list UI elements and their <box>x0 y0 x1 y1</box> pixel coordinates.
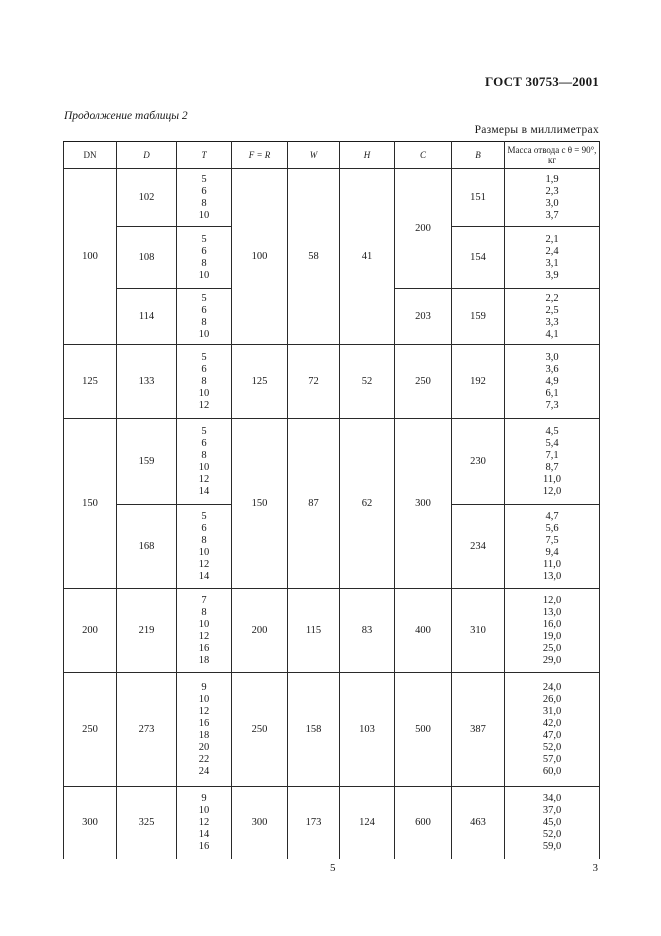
wall-thickness-value: 6 <box>201 522 207 534</box>
mass-value: 47,0 <box>542 729 562 741</box>
cell-t <box>177 787 232 859</box>
cell-f-r: 300 <box>232 787 288 859</box>
cell-h: 41 <box>340 169 395 345</box>
wall-thickness-value: 5 <box>201 233 207 245</box>
cell-w: 87 <box>288 419 340 589</box>
wall-thickness-value: 6 <box>201 363 207 375</box>
mass-value: 60,0 <box>542 765 562 777</box>
wall-thickness-value: 9 <box>201 681 207 693</box>
cell-b: 310 <box>452 589 505 673</box>
mass-value: 37,0 <box>542 804 562 816</box>
cell-b: 463 <box>452 787 505 859</box>
mass-value: 8,7 <box>545 461 559 473</box>
header-w: W <box>288 142 340 169</box>
mass-value: 12,0 <box>542 594 562 606</box>
header-f-r: F = R <box>232 142 288 169</box>
header-mass: Масса отвода с θ = 90°, кг <box>505 142 600 169</box>
header-h: H <box>340 142 395 169</box>
mass-value: 2,5 <box>545 304 559 316</box>
mass-value: 31,0 <box>542 705 562 717</box>
cell-c: 200 <box>395 169 452 289</box>
wall-thickness-value: 9 <box>201 792 207 804</box>
wall-thickness-value: 5 <box>201 510 207 522</box>
wall-thickness-value: 10 <box>198 209 210 221</box>
cell-dn: 250 <box>64 673 117 787</box>
page-number-right: 3 <box>592 862 598 874</box>
mass-value: 2,3 <box>545 185 559 197</box>
mass-value: 45,0 <box>542 816 562 828</box>
table-header-row <box>64 142 600 169</box>
table-row <box>64 419 600 505</box>
cell-d: 273 <box>117 673 177 787</box>
cell-t <box>177 673 232 787</box>
cell-t <box>177 169 232 227</box>
cell-b: 234 <box>452 505 505 589</box>
mass-value: 52,0 <box>542 741 562 753</box>
cell-f-r: 100 <box>232 169 288 345</box>
wall-thickness-value: 6 <box>201 437 207 449</box>
cell-b: 387 <box>452 673 505 787</box>
cell-b: 154 <box>452 227 505 289</box>
wall-thickness-value: 10 <box>198 618 210 630</box>
wall-thickness-value: 12 <box>198 630 210 642</box>
mass-value: 29,0 <box>542 654 562 666</box>
wall-thickness-value: 10 <box>198 461 210 473</box>
cell-mass <box>505 787 600 859</box>
mass-value: 3,6 <box>545 363 559 375</box>
mass-value: 3,7 <box>545 209 559 221</box>
cell-mass <box>505 169 600 227</box>
wall-thickness-value: 5 <box>201 351 207 363</box>
mass-value: 42,0 <box>542 717 562 729</box>
mass-value: 57,0 <box>542 753 562 765</box>
wall-thickness-value: 7 <box>201 594 207 606</box>
wall-thickness-value: 8 <box>201 606 207 618</box>
cell-f-r: 200 <box>232 589 288 673</box>
cell-c: 300 <box>395 419 452 589</box>
table-body <box>64 169 600 859</box>
wall-thickness-value: 8 <box>201 375 207 387</box>
mass-value: 7,1 <box>545 449 559 461</box>
cell-w: 72 <box>288 345 340 419</box>
cell-d: 159 <box>117 419 177 505</box>
wall-thickness-value: 6 <box>201 245 207 257</box>
cell-d: 102 <box>117 169 177 227</box>
mass-value: 4,7 <box>545 510 559 522</box>
header-b: B <box>452 142 505 169</box>
cell-b: 230 <box>452 419 505 505</box>
wall-thickness-value: 8 <box>201 534 207 546</box>
cell-h: 83 <box>340 589 395 673</box>
wall-thickness-value: 5 <box>201 292 207 304</box>
wall-thickness-value: 16 <box>198 840 210 852</box>
wall-thickness-value: 18 <box>198 654 210 666</box>
cell-dn: 300 <box>64 787 117 859</box>
cell-b: 151 <box>452 169 505 227</box>
table-row <box>64 787 600 859</box>
cell-h: 103 <box>340 673 395 787</box>
cell-dn: 100 <box>64 169 117 345</box>
wall-thickness-value: 5 <box>201 425 207 437</box>
mass-value: 11,0 <box>543 473 561 485</box>
document-code: ГОСТ 30753—2001 <box>484 74 599 89</box>
cell-w: 158 <box>288 673 340 787</box>
cell-mass <box>505 345 600 419</box>
cell-c: 203 <box>395 289 452 345</box>
mass-value: 52,0 <box>542 828 562 840</box>
cell-f-r: 150 <box>232 419 288 589</box>
table-continuation-label: Продолжение таблицы 2 <box>64 110 188 122</box>
cell-dn: 150 <box>64 419 117 589</box>
mass-value: 7,3 <box>545 399 559 411</box>
header-dn: DN <box>64 142 117 169</box>
cell-d: 114 <box>117 289 177 345</box>
cell-d: 133 <box>117 345 177 419</box>
wall-thickness-value: 10 <box>198 804 210 816</box>
cell-dn: 200 <box>64 589 117 673</box>
wall-thickness-value: 16 <box>198 642 210 654</box>
mass-value: 26,0 <box>542 693 562 705</box>
wall-thickness-value: 16 <box>198 717 210 729</box>
wall-thickness-value: 10 <box>198 269 210 281</box>
mass-value: 34,0 <box>542 792 562 804</box>
wall-thickness-value: 22 <box>198 753 210 765</box>
mass-value: 3,3 <box>545 316 559 328</box>
cell-mass <box>505 589 600 673</box>
cell-w: 58 <box>288 169 340 345</box>
mass-value: 19,0 <box>542 630 562 642</box>
mass-value: 4,5 <box>545 425 559 437</box>
mass-value: 13,0 <box>542 606 562 618</box>
header-d: D <box>117 142 177 169</box>
wall-thickness-value: 8 <box>201 257 207 269</box>
mass-value: 9,4 <box>545 546 559 558</box>
wall-thickness-value: 14 <box>198 570 210 582</box>
page-number-center: 5 <box>330 862 336 874</box>
cell-c: 500 <box>395 673 452 787</box>
mass-value: 5,4 <box>545 437 559 449</box>
cell-h: 52 <box>340 345 395 419</box>
wall-thickness-value: 10 <box>198 693 210 705</box>
cell-b: 192 <box>452 345 505 419</box>
cell-mass <box>505 419 600 505</box>
table-row <box>64 589 600 673</box>
cell-c: 250 <box>395 345 452 419</box>
mass-value: 12,0 <box>542 485 562 497</box>
wall-thickness-value: 12 <box>198 705 210 717</box>
dimensions-table <box>63 141 600 859</box>
cell-t <box>177 345 232 419</box>
cell-dn: 125 <box>64 345 117 419</box>
cell-mass <box>505 227 600 289</box>
cell-d: 219 <box>117 589 177 673</box>
table-row <box>64 673 600 787</box>
mass-value: 13,0 <box>542 570 562 582</box>
mass-value: 2,1 <box>545 233 559 245</box>
mass-value: 3,9 <box>545 269 559 281</box>
cell-f-r: 250 <box>232 673 288 787</box>
mass-value: 6,1 <box>545 387 559 399</box>
wall-thickness-value: 12 <box>198 473 210 485</box>
wall-thickness-value: 24 <box>198 765 210 777</box>
wall-thickness-value: 10 <box>198 328 210 340</box>
mass-value: 3,0 <box>545 351 559 363</box>
wall-thickness-value: 14 <box>198 828 210 840</box>
mass-value: 24,0 <box>542 681 562 693</box>
wall-thickness-value: 6 <box>201 185 207 197</box>
wall-thickness-value: 18 <box>198 729 210 741</box>
cell-d: 168 <box>117 505 177 589</box>
cell-mass <box>505 673 600 787</box>
mass-value: 1,9 <box>545 173 559 185</box>
cell-t <box>177 589 232 673</box>
mass-value: 3,1 <box>545 257 559 269</box>
cell-w: 115 <box>288 589 340 673</box>
wall-thickness-value: 10 <box>198 546 210 558</box>
cell-h: 62 <box>340 419 395 589</box>
wall-thickness-value: 12 <box>198 399 210 411</box>
cell-mass <box>505 505 600 589</box>
wall-thickness-value: 12 <box>198 558 210 570</box>
mass-value: 5,6 <box>545 522 559 534</box>
cell-w: 173 <box>288 787 340 859</box>
cell-b: 159 <box>452 289 505 345</box>
cell-t <box>177 289 232 345</box>
mass-value: 2,4 <box>545 245 559 257</box>
wall-thickness-value: 12 <box>198 816 210 828</box>
header-t: T <box>177 142 232 169</box>
mass-value: 4,9 <box>545 375 559 387</box>
mass-value: 2,2 <box>545 292 559 304</box>
mass-value: 7,5 <box>545 534 559 546</box>
wall-thickness-value: 5 <box>201 173 207 185</box>
cell-c: 600 <box>395 787 452 859</box>
cell-t <box>177 227 232 289</box>
wall-thickness-value: 8 <box>201 197 207 209</box>
table-row <box>64 345 600 419</box>
mass-value: 59,0 <box>542 840 562 852</box>
cell-d: 325 <box>117 787 177 859</box>
header-c: C <box>395 142 452 169</box>
cell-f-r: 125 <box>232 345 288 419</box>
wall-thickness-value: 14 <box>198 485 210 497</box>
table-row <box>64 169 600 227</box>
cell-mass <box>505 289 600 345</box>
mass-value: 4,1 <box>545 328 559 340</box>
cell-h: 124 <box>340 787 395 859</box>
cell-c: 400 <box>395 589 452 673</box>
wall-thickness-value: 6 <box>201 304 207 316</box>
cell-t <box>177 419 232 505</box>
mass-value: 25,0 <box>542 642 562 654</box>
mass-value: 3,0 <box>545 197 559 209</box>
mass-value: 11,0 <box>543 558 561 570</box>
wall-thickness-value: 8 <box>201 316 207 328</box>
units-note: Размеры в миллиметрах <box>474 124 599 136</box>
wall-thickness-value: 8 <box>201 449 207 461</box>
mass-value: 16,0 <box>542 618 562 630</box>
wall-thickness-value: 20 <box>198 741 210 753</box>
wall-thickness-value: 10 <box>198 387 210 399</box>
cell-t <box>177 505 232 589</box>
cell-d: 108 <box>117 227 177 289</box>
